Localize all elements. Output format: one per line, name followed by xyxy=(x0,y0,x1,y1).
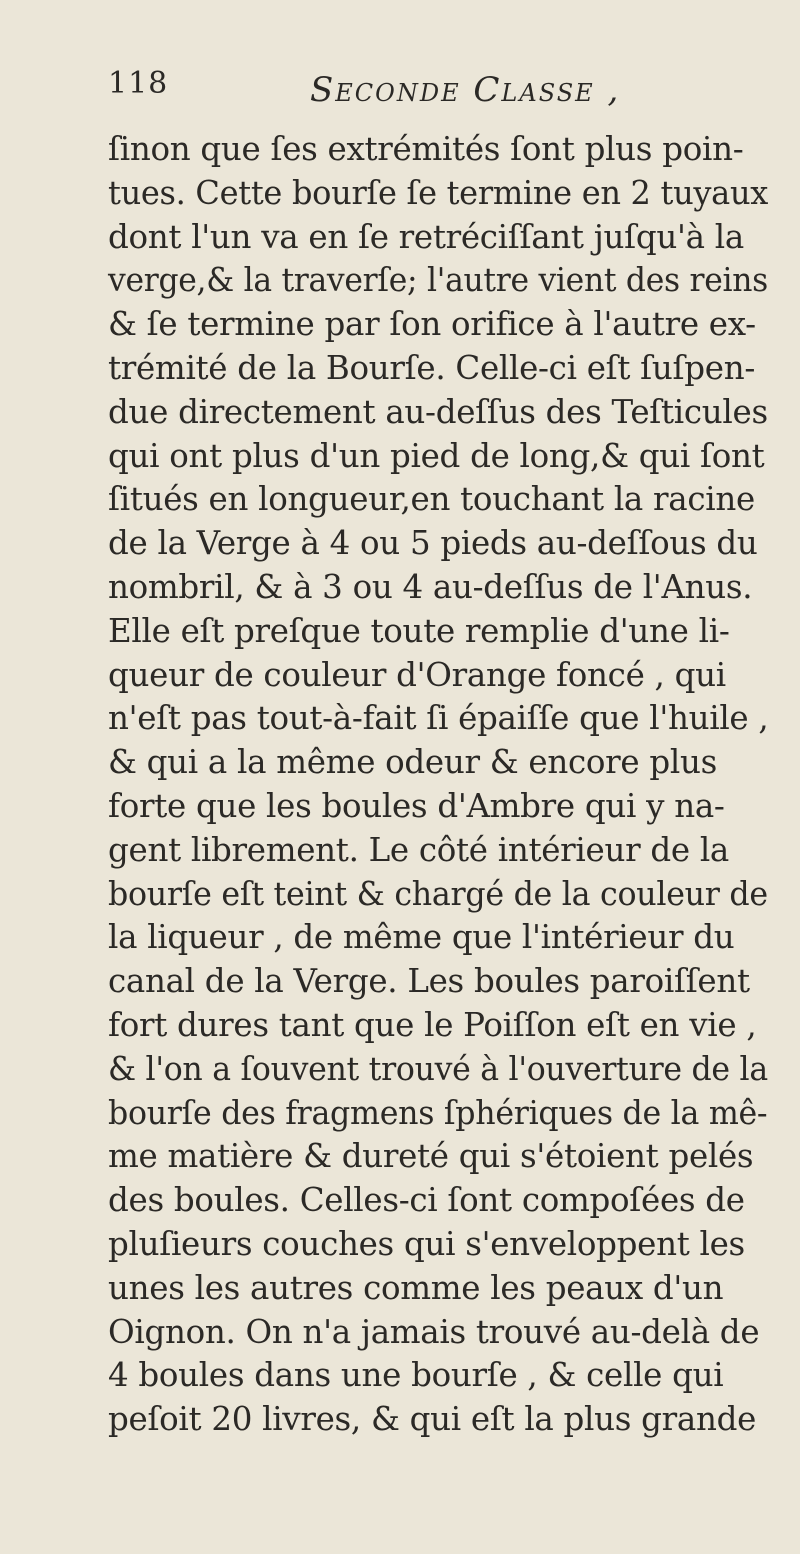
text-line: gent librement. Le côté intérieur de la xyxy=(108,830,729,869)
body-text xyxy=(108,128,768,1442)
text-line: pluſieurs couches qui s'enveloppent les xyxy=(108,1224,745,1263)
page-number: 118 xyxy=(108,66,169,101)
page-header xyxy=(108,66,768,122)
text-line: & ſe termine par ſon orifice à l'autre ex- xyxy=(108,305,756,344)
text-line: bourſe des fragmens ſphériques de la mê- xyxy=(108,1093,768,1132)
text-line: n'eſt pas tout-à-fait ſi épaiſſe que l'huile , xyxy=(108,699,769,738)
text-line: qui ont plus d'un pied de long,& qui ſont xyxy=(108,436,765,475)
text-line: peſoit 20 livres, & qui eſt la plus grande xyxy=(108,1400,757,1439)
text-line: ſinon que ſes extrémités ſont plus poin- xyxy=(108,130,744,168)
text-line: ſitués en longueur,en touchant la racine xyxy=(108,480,755,519)
text-line: des boules. Celles-ci ſont compoſées de xyxy=(108,1181,745,1220)
text-line: tues. Cette bourſe ſe termine en 2 tuyaux xyxy=(108,173,769,212)
text-line: nombril, & à 3 ou 4 au-deſſus de l'Anus. xyxy=(108,567,753,606)
text-line: canal de la Verge. Les boules paroiſſent xyxy=(108,962,750,1001)
text-line: unes les autres comme les peaux d'un xyxy=(108,1268,724,1307)
text-line: la liqueur , de même que l'intérieur du xyxy=(108,918,735,957)
text-line: verge,& la traverſe; l'autre vient des reins xyxy=(108,261,769,300)
text-line: & qui a la même odeur & encore plus xyxy=(108,743,717,782)
text-line: de la Verge à 4 ou 5 pieds au-deſſous du xyxy=(108,524,758,563)
text-line: Elle eſt preſque toute remplie d'une li- xyxy=(108,611,730,650)
text-line: 4 boules dans une bourſe , & celle qui xyxy=(108,1356,724,1395)
running-title: Seconde Classe , xyxy=(310,70,621,110)
text-line: trémité de la Bourſe. Celle-ci eſt ſuſpen- xyxy=(108,348,756,387)
text-line: forte que les boules d'Ambre qui y na- xyxy=(108,786,725,825)
text-line: & l'on a ſouvent trouvé à l'ouverture de la xyxy=(108,1049,768,1088)
text-line: queur de couleur d'Orange foncé , qui xyxy=(108,655,726,694)
text-line: me matière & dureté qui s'étoient pelés xyxy=(108,1137,754,1176)
text-line: Oignon. On n'a jamais trouvé au-delà de xyxy=(108,1312,760,1351)
text-line: fort dures tant que le Poiſſon eſt en vie , xyxy=(108,1005,757,1044)
text-line: due directement au-deſſus des Teſticules xyxy=(108,392,768,431)
text-line: dont l'un va en ſe retréciſſant juſqu'à la xyxy=(108,217,744,256)
text-line: bourſe eſt teint & chargé de la couleur de xyxy=(108,874,768,913)
